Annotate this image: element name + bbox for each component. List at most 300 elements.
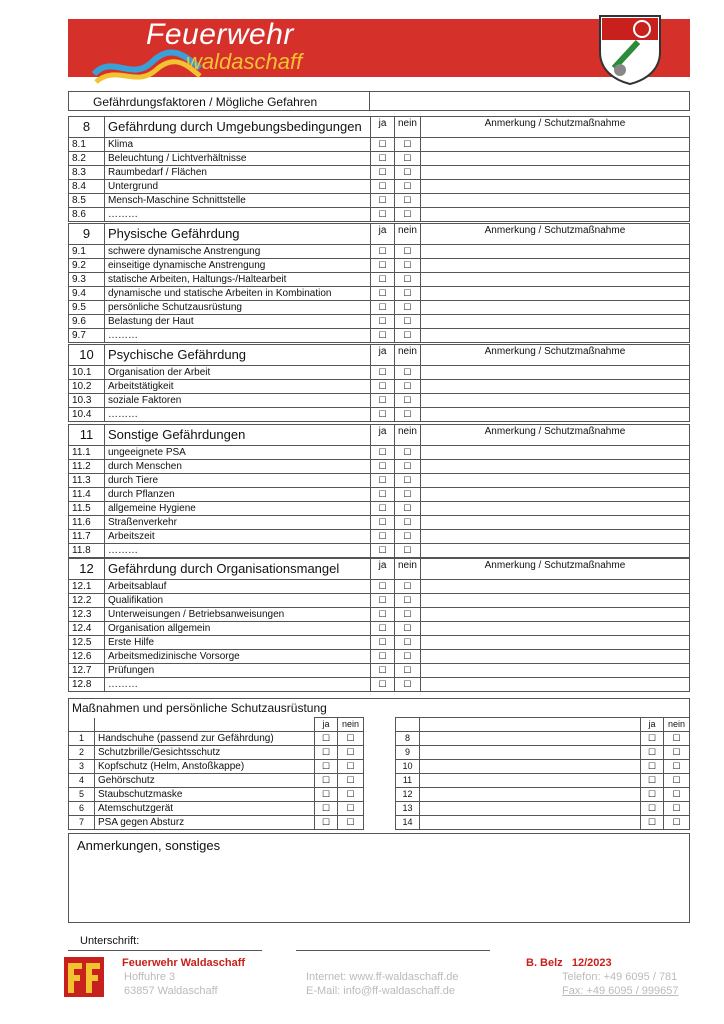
nein-checkbox[interactable]: ☐ [395, 650, 421, 664]
row-label: ungeeignete PSA [105, 446, 371, 460]
row-number: 9.6 [69, 315, 105, 329]
row-number: 8.6 [69, 208, 105, 222]
measure-row [69, 816, 690, 830]
ja-checkbox[interactable]: ☐ [371, 329, 395, 343]
nein-checkbox[interactable]: ☐ [395, 180, 421, 194]
measure-number: 1 [69, 732, 95, 746]
ja-checkbox[interactable]: ☐ [371, 594, 395, 608]
hazard-row [69, 394, 690, 408]
row-number: 12.3 [69, 608, 105, 622]
hazard-row [69, 194, 690, 208]
ja-checkbox[interactable]: ☐ [371, 608, 395, 622]
row-label: ……… [105, 408, 371, 422]
measure-label: Gehörschutz [95, 774, 315, 788]
nein-checkbox[interactable]: ☐ [395, 608, 421, 622]
row-number: 11.6 [69, 516, 105, 530]
remark-field[interactable] [420, 678, 689, 692]
remark-field[interactable] [420, 366, 689, 380]
row-label: ……… [105, 678, 371, 692]
ja-checkbox[interactable]: ☐ [315, 774, 338, 788]
ff-logo-icon [64, 957, 104, 997]
nein-checkbox[interactable]: ☐ [395, 301, 421, 315]
measures-table [68, 698, 690, 830]
remark-field[interactable] [420, 152, 689, 166]
nein-checkbox[interactable]: ☐ [395, 530, 421, 544]
row-number: 12.1 [69, 580, 105, 594]
nein-checkbox[interactable]: ☐ [395, 594, 421, 608]
remark-field[interactable] [420, 530, 689, 544]
remark-field[interactable] [420, 194, 689, 208]
nein-checkbox[interactable]: ☐ [395, 516, 421, 530]
ja-checkbox[interactable]: ☐ [371, 580, 395, 594]
measure-number: 3 [69, 760, 95, 774]
nein-checkbox[interactable]: ☐ [338, 732, 364, 746]
col-remark: Anmerkung / Schutzmaßnahme [420, 559, 689, 580]
nein-checkbox[interactable]: ☐ [395, 245, 421, 259]
remark-field[interactable] [420, 594, 689, 608]
remark-field[interactable] [420, 329, 689, 343]
row-label: Erste Hilfe [105, 636, 371, 650]
row-label: Arbeitsablauf [105, 580, 371, 594]
measure-number: 9 [396, 746, 420, 760]
hazard-row [69, 622, 690, 636]
ja-checkbox[interactable]: ☐ [371, 488, 395, 502]
col-remark: Anmerkung / Schutzmaßnahme [420, 117, 689, 138]
col-remark: Anmerkung / Schutzmaßnahme [420, 345, 689, 366]
hazard-row [69, 664, 690, 678]
ja-checkbox[interactable]: ☐ [371, 516, 395, 530]
remark-field[interactable] [420, 488, 689, 502]
section-number: 11 [69, 425, 105, 446]
col-ja: ja [371, 425, 395, 446]
nein-checkbox[interactable]: ☐ [395, 287, 421, 301]
nein-checkbox[interactable]: ☐ [395, 259, 421, 273]
hazard-row [69, 287, 690, 301]
remark-field[interactable] [420, 259, 689, 273]
row-label: Untergrund [105, 180, 371, 194]
nein-checkbox[interactable]: ☐ [338, 788, 364, 802]
hazard-row [69, 636, 690, 650]
row-label: durch Pflanzen [105, 488, 371, 502]
hazard-row [69, 245, 690, 259]
section-number: 10 [69, 345, 105, 366]
hazard-row [69, 530, 690, 544]
hazard-row [69, 488, 690, 502]
row-number: 10.1 [69, 366, 105, 380]
ja-checkbox[interactable]: ☐ [371, 622, 395, 636]
nein-checkbox[interactable]: ☐ [395, 208, 421, 222]
row-number: 12.2 [69, 594, 105, 608]
measure-label: PSA gegen Absturz [95, 816, 315, 830]
hazard-row [69, 678, 690, 692]
remark-field[interactable] [420, 650, 689, 664]
measure-custom-field[interactable] [420, 746, 641, 760]
section-title: Physische Gefährdung [105, 224, 371, 245]
row-number: 8.1 [69, 138, 105, 152]
ja-checkbox[interactable]: ☐ [641, 788, 664, 802]
hazard-row [69, 166, 690, 180]
measure-number: 5 [69, 788, 95, 802]
coat-of-arms-icon [596, 12, 664, 86]
row-label: ……… [105, 329, 371, 343]
hazard-section-table [68, 344, 690, 422]
ja-checkbox[interactable]: ☐ [371, 259, 395, 273]
nein-checkbox[interactable]: ☐ [338, 760, 364, 774]
footer-org: Feuerwehr Waldaschaff [122, 957, 246, 969]
row-number: 9.7 [69, 329, 105, 343]
footer-email[interactable]: E-Mail: info@ff-waldaschaff.de [306, 985, 455, 997]
hazard-row [69, 366, 690, 380]
row-label: durch Menschen [105, 460, 371, 474]
row-number: 11.8 [69, 544, 105, 558]
nein-checkbox[interactable]: ☐ [395, 380, 421, 394]
nein-checkbox[interactable]: ☐ [338, 774, 364, 788]
row-label: Prüfungen [105, 664, 371, 678]
remark-field[interactable] [420, 544, 689, 558]
nein-checkbox[interactable]: ☐ [664, 774, 690, 788]
hazard-factors-title: Gefährdungsfaktoren / Mögliche Gefahren [93, 95, 318, 109]
ja-checkbox[interactable]: ☐ [641, 760, 664, 774]
brand-name: Feuerwehr [146, 18, 294, 51]
nein-checkbox[interactable]: ☐ [395, 544, 421, 558]
nein-checkbox[interactable]: ☐ [395, 460, 421, 474]
row-number: 9.2 [69, 259, 105, 273]
hazard-row [69, 208, 690, 222]
remark-field[interactable] [420, 287, 689, 301]
ja-checkbox[interactable]: ☐ [315, 746, 338, 760]
nein-checkbox[interactable]: ☐ [395, 138, 421, 152]
measure-label: Staubschutzmaske [95, 788, 315, 802]
row-number: 10.3 [69, 394, 105, 408]
ja-checkbox[interactable]: ☐ [371, 380, 395, 394]
ja-checkbox[interactable]: ☐ [315, 732, 338, 746]
nein-checkbox[interactable]: ☐ [338, 802, 364, 816]
measure-custom-field[interactable] [420, 760, 641, 774]
row-number: 8.5 [69, 194, 105, 208]
nein-checkbox[interactable]: ☐ [395, 194, 421, 208]
ja-checkbox[interactable]: ☐ [641, 774, 664, 788]
row-label: ……… [105, 208, 371, 222]
col-nein: nein [338, 718, 364, 732]
ja-checkbox[interactable]: ☐ [371, 301, 395, 315]
ja-checkbox[interactable]: ☐ [371, 315, 395, 329]
signature-line-right [296, 950, 490, 951]
section-number: 8 [69, 117, 105, 138]
remark-field[interactable] [420, 636, 689, 650]
remark-field[interactable] [420, 380, 689, 394]
row-label: Belastung der Haut [105, 315, 371, 329]
row-label: ……… [105, 544, 371, 558]
ja-checkbox[interactable]: ☐ [371, 502, 395, 516]
ja-checkbox[interactable]: ☐ [371, 664, 395, 678]
row-label: allgemeine Hygiene [105, 502, 371, 516]
row-number: 11.2 [69, 460, 105, 474]
ja-checkbox[interactable]: ☐ [315, 816, 338, 830]
remark-field[interactable] [420, 394, 689, 408]
hazard-row [69, 380, 690, 394]
nein-checkbox[interactable]: ☐ [395, 394, 421, 408]
hazard-row [69, 259, 690, 273]
remark-field[interactable] [420, 301, 689, 315]
row-number: 11.4 [69, 488, 105, 502]
ja-checkbox[interactable]: ☐ [371, 138, 395, 152]
hazard-row [69, 329, 690, 343]
remark-field[interactable] [420, 460, 689, 474]
row-number: 12.6 [69, 650, 105, 664]
hazard-row [69, 138, 690, 152]
row-number: 10.2 [69, 380, 105, 394]
row-label: einseitige dynamische Anstrengung [105, 259, 371, 273]
remark-field[interactable] [420, 580, 689, 594]
remark-field[interactable] [420, 166, 689, 180]
hazard-row [69, 544, 690, 558]
hazard-row [69, 273, 690, 287]
nein-checkbox[interactable]: ☐ [664, 816, 690, 830]
ja-checkbox[interactable]: ☐ [641, 732, 664, 746]
nein-checkbox[interactable]: ☐ [395, 664, 421, 678]
nein-checkbox[interactable]: ☐ [664, 746, 690, 760]
remark-field[interactable] [420, 208, 689, 222]
row-number: 12.4 [69, 622, 105, 636]
section-title: Gefährdung durch Organisationsmangel [105, 559, 371, 580]
row-label: persönliche Schutzausrüstung [105, 301, 371, 315]
title-divider [369, 92, 370, 110]
measure-custom-field[interactable] [420, 732, 641, 746]
ja-checkbox[interactable]: ☐ [371, 544, 395, 558]
hazard-section-table [68, 424, 690, 558]
col-ja: ja [371, 117, 395, 138]
section-title: Psychische Gefährdung [105, 345, 371, 366]
nein-checkbox[interactable]: ☐ [338, 816, 364, 830]
measure-row [69, 788, 690, 802]
ja-checkbox[interactable]: ☐ [371, 287, 395, 301]
measure-number: 12 [396, 788, 420, 802]
measure-label: Atemschutzgerät [95, 802, 315, 816]
brand-town: waldaschaff [186, 49, 303, 74]
col-ja: ja [371, 224, 395, 245]
footer-phone: Telefon: +49 6095 / 781 [562, 971, 678, 983]
remark-field[interactable] [420, 622, 689, 636]
row-label: Beleuchtung / Lichtverhältnisse [105, 152, 371, 166]
ja-checkbox[interactable]: ☐ [371, 650, 395, 664]
remark-field[interactable] [420, 315, 689, 329]
measure-custom-field[interactable] [420, 788, 641, 802]
row-label: Straßenverkehr [105, 516, 371, 530]
col-nein: nein [395, 224, 421, 245]
measure-row [69, 746, 690, 760]
ja-checkbox[interactable]: ☐ [371, 678, 395, 692]
col-ja: ja [371, 559, 395, 580]
ja-checkbox[interactable]: ☐ [641, 746, 664, 760]
col-ja: ja [315, 718, 338, 732]
footer-street: Hoffuhre 3 [124, 971, 176, 983]
row-number: 9.1 [69, 245, 105, 259]
ja-checkbox[interactable]: ☐ [371, 446, 395, 460]
nein-checkbox[interactable]: ☐ [395, 273, 421, 287]
row-number: 12.8 [69, 678, 105, 692]
hazard-row [69, 608, 690, 622]
nein-checkbox[interactable]: ☐ [664, 802, 690, 816]
measure-row [69, 760, 690, 774]
nein-checkbox[interactable]: ☐ [395, 636, 421, 650]
section-number: 12 [69, 559, 105, 580]
row-number: 11.1 [69, 446, 105, 460]
row-number: 11.7 [69, 530, 105, 544]
row-number: 9.3 [69, 273, 105, 287]
remark-field[interactable] [420, 516, 689, 530]
row-label: Klima [105, 138, 371, 152]
row-number: 12.7 [69, 664, 105, 678]
nein-checkbox[interactable]: ☐ [395, 366, 421, 380]
col-nein: nein [395, 559, 421, 580]
section-title: Gefährdung durch Umgebungsbedingungen [105, 117, 371, 138]
nein-checkbox[interactable]: ☐ [395, 580, 421, 594]
ja-checkbox[interactable]: ☐ [371, 408, 395, 422]
nein-checkbox[interactable]: ☐ [395, 329, 421, 343]
row-label: Qualifikation [105, 594, 371, 608]
ja-checkbox[interactable]: ☐ [371, 460, 395, 474]
remark-field[interactable] [420, 474, 689, 488]
measure-number: 4 [69, 774, 95, 788]
remark-field[interactable] [420, 245, 689, 259]
row-number: 8.3 [69, 166, 105, 180]
row-number: 11.3 [69, 474, 105, 488]
ja-checkbox[interactable]: ☐ [371, 245, 395, 259]
ja-checkbox[interactable]: ☐ [371, 394, 395, 408]
remark-field[interactable] [420, 664, 689, 678]
ja-checkbox[interactable]: ☐ [641, 802, 664, 816]
footer-author-date: B. Belz 12/2023 [526, 957, 612, 969]
hazard-section-table [68, 558, 690, 692]
measure-row [69, 802, 690, 816]
ja-checkbox[interactable]: ☐ [371, 530, 395, 544]
signature-line-left [68, 950, 262, 951]
measure-row [69, 732, 690, 746]
row-label: Mensch-Maschine Schnittstelle [105, 194, 371, 208]
col-ja: ja [641, 718, 664, 732]
measure-number: 14 [396, 816, 420, 830]
measure-number: 8 [396, 732, 420, 746]
measure-number: 11 [396, 774, 420, 788]
ja-checkbox[interactable]: ☐ [371, 152, 395, 166]
hazard-factors-title-box [68, 91, 690, 111]
footer-city: 63857 Waldaschaff [124, 985, 218, 997]
hazard-row [69, 650, 690, 664]
row-number: 8.4 [69, 180, 105, 194]
row-label: schwere dynamische Anstrengung [105, 245, 371, 259]
col-ja: ja [371, 345, 395, 366]
col-nein: nein [395, 117, 421, 138]
row-number: 8.2 [69, 152, 105, 166]
remark-field[interactable] [420, 408, 689, 422]
hazard-row [69, 474, 690, 488]
signature-label: Unterschrift: [80, 935, 140, 947]
nein-checkbox[interactable]: ☐ [664, 732, 690, 746]
hazard-row [69, 301, 690, 315]
nein-checkbox[interactable]: ☐ [395, 446, 421, 460]
row-label: Organisation allgemein [105, 622, 371, 636]
nein-checkbox[interactable]: ☐ [395, 408, 421, 422]
remark-field[interactable] [420, 273, 689, 287]
remark-field[interactable] [420, 180, 689, 194]
measure-number: 13 [396, 802, 420, 816]
ja-checkbox[interactable]: ☐ [371, 166, 395, 180]
hazard-row [69, 315, 690, 329]
footer-internet[interactable]: Internet: www.ff-waldaschaff.de [306, 971, 459, 983]
row-number: 12.5 [69, 636, 105, 650]
hazard-section-table [68, 116, 690, 222]
ja-checkbox[interactable]: ☐ [371, 208, 395, 222]
measure-number: 7 [69, 816, 95, 830]
col-nein: nein [395, 425, 421, 446]
row-number: 9.5 [69, 301, 105, 315]
hazard-row [69, 502, 690, 516]
row-label: Organisation der Arbeit [105, 366, 371, 380]
ja-checkbox[interactable]: ☐ [371, 366, 395, 380]
remark-field[interactable] [420, 502, 689, 516]
notes-box[interactable] [68, 833, 690, 923]
measure-label: Kopfschutz (Helm, Anstoßkappe) [95, 760, 315, 774]
row-label: Arbeitsmedizinische Vorsorge [105, 650, 371, 664]
nein-checkbox[interactable]: ☐ [664, 788, 690, 802]
nein-checkbox[interactable]: ☐ [395, 622, 421, 636]
row-label: durch Tiere [105, 474, 371, 488]
ja-checkbox[interactable]: ☐ [641, 816, 664, 830]
hazard-row [69, 408, 690, 422]
measure-label: Handschuhe (passend zur Gefährdung) [95, 732, 315, 746]
nein-checkbox[interactable]: ☐ [395, 166, 421, 180]
nein-checkbox[interactable]: ☐ [395, 678, 421, 692]
nein-checkbox[interactable]: ☐ [395, 152, 421, 166]
row-number: 9.4 [69, 287, 105, 301]
measure-custom-field[interactable] [420, 816, 641, 830]
ja-checkbox[interactable]: ☐ [315, 760, 338, 774]
ja-checkbox[interactable]: ☐ [315, 788, 338, 802]
nein-checkbox[interactable]: ☐ [395, 502, 421, 516]
col-remark: Anmerkung / Schutzmaßnahme [420, 425, 689, 446]
notes-label: Anmerkungen, sonstiges [77, 838, 221, 853]
nein-checkbox[interactable]: ☐ [395, 474, 421, 488]
measure-custom-field[interactable] [420, 802, 641, 816]
row-label: Unterweisungen / Betriebsanweisungen [105, 608, 371, 622]
ja-checkbox[interactable]: ☐ [371, 194, 395, 208]
remark-field[interactable] [420, 608, 689, 622]
ja-checkbox[interactable]: ☐ [371, 474, 395, 488]
remark-field[interactable] [420, 446, 689, 460]
ja-checkbox[interactable]: ☐ [371, 180, 395, 194]
col-remark: Anmerkung / Schutzmaßnahme [420, 224, 689, 245]
remark-field[interactable] [420, 138, 689, 152]
measure-number: 10 [396, 760, 420, 774]
measure-row [69, 774, 690, 788]
nein-checkbox[interactable]: ☐ [338, 746, 364, 760]
hazard-row [69, 516, 690, 530]
nein-checkbox[interactable]: ☐ [395, 315, 421, 329]
hazard-row [69, 460, 690, 474]
ja-checkbox[interactable]: ☐ [371, 636, 395, 650]
measure-label: Schutzbrille/Gesichtsschutz [95, 746, 315, 760]
measure-number: 6 [69, 802, 95, 816]
measure-custom-field[interactable] [420, 774, 641, 788]
row-label: statische Arbeiten, Haltungs-/Haltearbeit [105, 273, 371, 287]
row-label: Arbeitszeit [105, 530, 371, 544]
hazard-row [69, 152, 690, 166]
ja-checkbox[interactable]: ☐ [371, 273, 395, 287]
ja-checkbox[interactable]: ☐ [315, 802, 338, 816]
hazard-row [69, 446, 690, 460]
nein-checkbox[interactable]: ☐ [664, 760, 690, 774]
nein-checkbox[interactable]: ☐ [395, 488, 421, 502]
